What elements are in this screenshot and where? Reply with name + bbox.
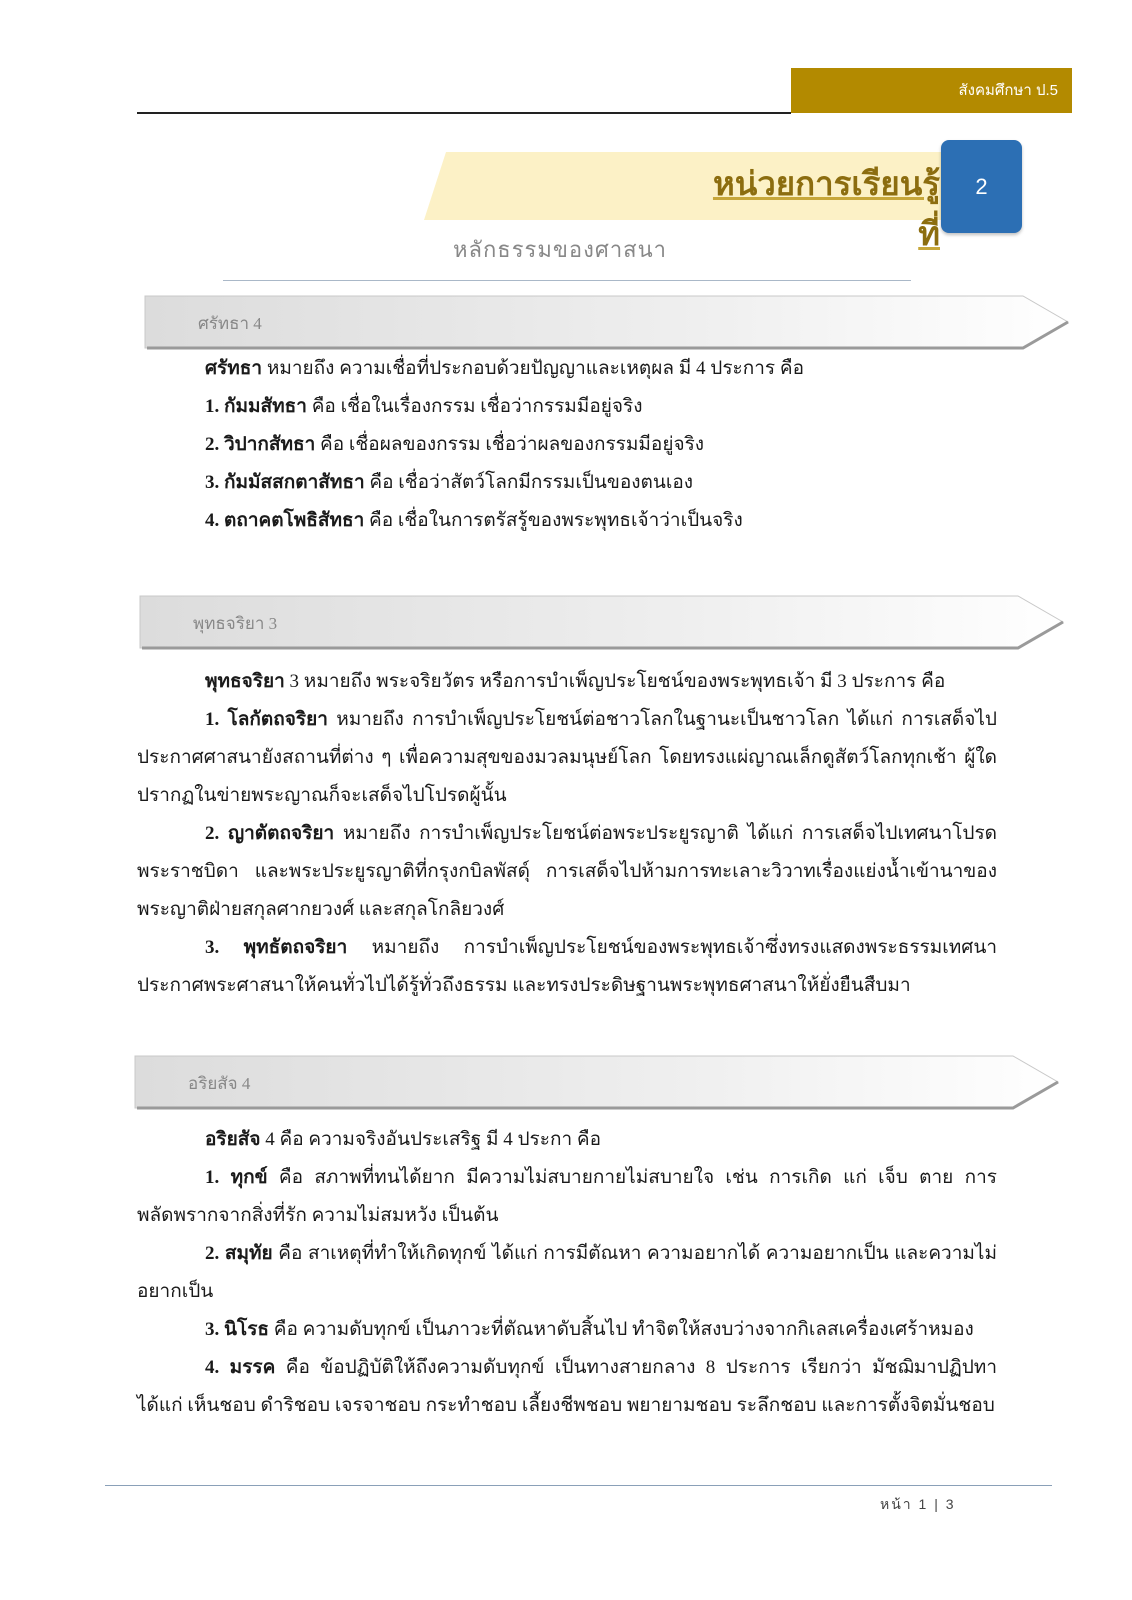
definition: หมายถึง การบำเพ็ญประโยชน์ของพระพุทธเจ้าซึ่งทรงแสดงพระธรรมเทศนาประกาศพระศาสนาให้คนทั่วไปได้รู้ทั่วถึงธรรม และทรงประดิษฐานพระพุทธศาสนาให้ยั่งยืนสืบมา [137,937,997,996]
term: กัมมสัทธา [224,396,307,417]
definition: คือ ข้อปฏิบัติให้ถึงความดับทุกข์ เป็นทางสายกลาง 8 ประการ เรียกว่า มัชฌิมาปฏิปทา ได้แก่ เห็นชอบ ดำริชอบ เจรจาชอบ กระทำชอบ เลี้ยงชีพชอบ พยายามชอบ ระลึกชอบ และการตั้งจิตมั่นชอบ [137,1357,997,1416]
item-number: 1. [205,1167,220,1188]
section-title: อริยสัจ 4 [188,1074,251,1093]
definition: คือ เชื่อในเรื่องกรรม เชื่อว่ากรรมมีอยู่จริง [306,396,643,417]
term: กัมมัสสกตาสัทธา [224,472,365,493]
list-item [137,388,997,426]
term: สมุทัย [224,1243,273,1264]
item-number: 2. [205,434,220,455]
definition: 3 หมายถึง พระจริยวัตร หรือการบำเพ็ญประโยชน์ของพระพุทธเจ้า มี 3 ประการ คือ [284,671,946,692]
item-number: 1. [205,396,220,417]
definition: คือ เชื่อว่าสัตว์โลกมีกรรมเป็นของตนเอง [364,472,694,493]
definition: 4 คือ ความจริงอันประเสริฐ มี 4 ประกา คือ [260,1129,601,1150]
paragraph-intro [137,1121,997,1159]
item-number: 3. [205,472,220,493]
item-number: 3. [205,1319,220,1340]
list-item [137,464,997,502]
page-number: หน้า 1 | 3 [880,1496,956,1512]
term: พุทธัตถจริยา [243,937,348,958]
list-item [137,1349,997,1425]
header-rule [137,112,791,114]
definition: คือ เชื่อในการตรัสรู้ของพระพุทธเจ้าว่าเป็นจริง [364,510,743,531]
term: ญาตัตถจริยา [227,823,335,844]
definition: คือ เชื่อผลของกรรม เชื่อว่าผลของกรรมมีอยู่จริง [315,434,705,455]
definition: หมายถึง ความเชื่อที่ประกอบด้วยปัญญาและเหตุผล มี 4 ประการ คือ [262,358,805,379]
section-arrow-shape [133,1050,1068,1114]
chapter-title: หลักธรรมของศาสนา [453,237,667,262]
item-number: 4. [205,1357,220,1378]
item-number: 1. [205,709,220,730]
footer-rule [105,1485,1052,1486]
section-banner-ariyasat [133,1050,1068,1108]
paragraph-intro [137,350,997,388]
definition: หมายถึง การบำเพ็ญประโยชน์ต่อพระประยูรญาติ ได้แก่ การเสด็จไปเทศนาโปรดพระราชบิดา และพระประยูรญาติที่กรุงกบิลพัสดุ์ การเสด็จไปห้ามการทะเลาะวิวาทเรื่องแย่งน้ำเข้านาของพระญาติฝ่ายสกุลศากยวงศ์ และสกุลโกลิยวงศ์ [137,823,998,920]
term: ทุกข์ [230,1167,268,1188]
term: ตถาคตโพธิสัทธา [224,510,365,531]
unit-number-badge: 2 [941,140,1022,233]
section-banner-sattha [143,290,1078,348]
list-item [137,815,997,929]
list-item [137,701,997,815]
term: อริยสัจ [205,1129,261,1150]
list-item [137,1311,997,1349]
unit-title: หน่วยการเรียนรู้ที่ [712,167,940,253]
definition: คือ สาเหตุที่ทำให้เกิดทุกข์ ได้แก่ การมีตัณหา ความอยากได้ ความอยากเป็น และความไม่อยากเป็น [137,1243,997,1302]
section-arrow-shape [138,590,1073,654]
item-number: 3. [205,937,220,958]
paragraph-intro [137,663,997,701]
section-banner-buddhachariya [138,590,1073,648]
list-item [137,1159,997,1235]
chapter-rule [223,280,911,281]
list-item [137,929,997,1005]
section-title: พุทธจริยา 3 [193,614,278,633]
list-item [137,1235,997,1311]
item-number: 2. [205,1243,220,1264]
term: มรรค [229,1357,276,1378]
definition: หมายถึง การบำเพ็ญประโยชน์ต่อชาวโลกในฐานะเป็นชาวโลก ได้แก่ การเสด็จไปประกาศศาสนายังสถานที่ต่าง ๆ เพื่อความสุขของมวลมนุษย์โลก โดยทรงแผ่ญาณเล็กดูสัตว์โลกทุกเช้า ผู้ใดปรากฏในข่ายพระญาณก็จะเสด็จไปโปรดผู้นั้น [137,709,997,806]
term: นิโรธ [224,1319,269,1340]
item-number: 2. [205,823,220,844]
term: ศรัทธา [205,358,263,379]
term: วิปากสัทธา [224,434,316,455]
definition: คือ สภาพที่ทนได้ยาก มีความไม่สบายกายไม่สบายใจ เช่น การเกิด แก่ เจ็บ ตาย การพลัดพรากจากสิ่งที่รัก ความไม่สมหวัง เป็นต้น [137,1167,997,1226]
subject-tab: สังคมศึกษา ป.5 [791,68,1072,113]
section-arrow-shape [143,290,1078,354]
term: โลกัตถจริยา [227,709,328,730]
item-number: 4. [205,510,220,531]
list-item [137,502,997,540]
term: พุทธจริยา [205,671,285,692]
list-item [137,426,997,464]
definition: คือ ความดับทุกข์ เป็นภาวะที่ตัณหาดับสิ้นไป ทำจิตให้สงบว่างจากกิเลสเครื่องเศร้าหมอง [269,1319,974,1340]
section-title: ศรัทธา 4 [198,314,262,333]
